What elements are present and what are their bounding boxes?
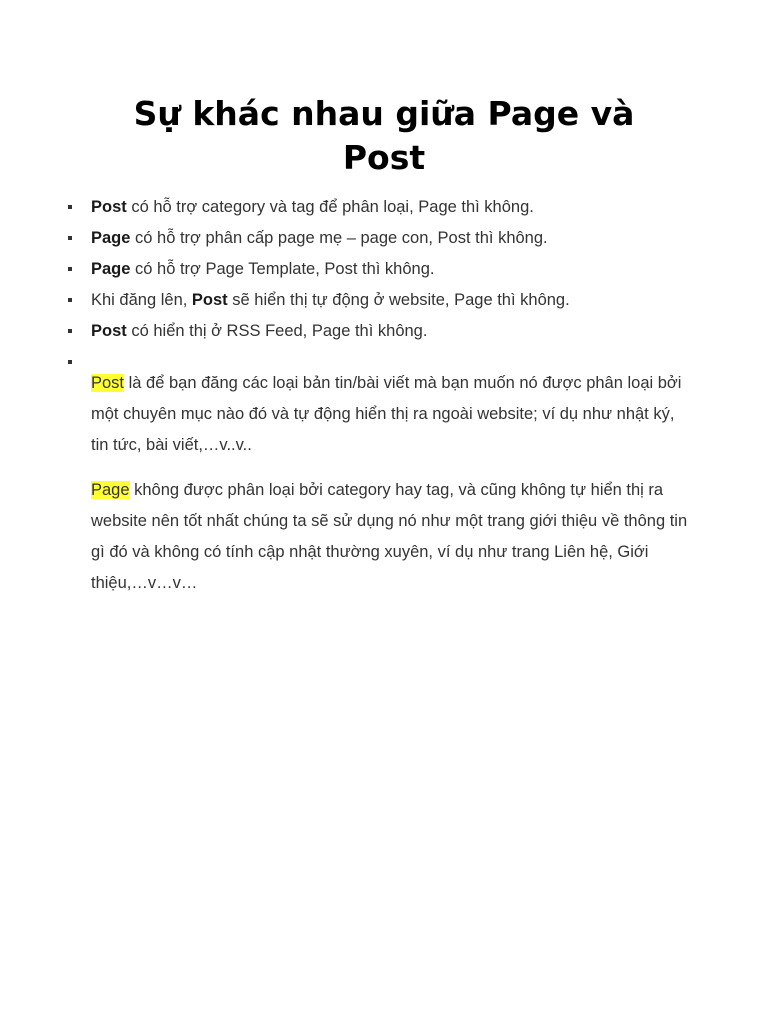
list-item-bold-term: Page: [91, 229, 131, 247]
list-item: [0, 192, 768, 223]
bullet-square-icon: [68, 267, 72, 271]
list-item: [0, 285, 768, 316]
list-item-rest: có hỗ trợ Page Template, Post thì không.: [130, 260, 435, 278]
list-item-bold-term: Post: [91, 322, 127, 340]
list-item-text: [91, 223, 548, 254]
list-item-bold-term: Post: [91, 198, 127, 216]
list-item-text: [91, 254, 434, 285]
list-item-bold-term: Page: [91, 260, 131, 278]
paragraph-text: không được phân loại bởi category hay tag, và cũng không tự hiển thị ra website nên tốt nhất chúng ta sẽ sử dụng nó như một trang giới thiệu về thông tin gì đó và không có tính cập nhật thường xuyên, ví dụ như trang Liên hệ, Giới thiệu,…v…v…: [91, 481, 688, 592]
highlighted-term: Page: [91, 481, 130, 499]
bullet-square-icon: [68, 329, 72, 333]
page-title: Sự khác nhau giữa Page và Post: [133, 94, 635, 177]
list-item-rest: có hỗ trợ category và tag để phân loại, Page thì không.: [126, 198, 534, 216]
list-item-text: [91, 192, 534, 223]
list-item-bold-term: Post: [191, 291, 228, 309]
list-item-text: [91, 316, 427, 347]
list-item-text: [91, 285, 570, 316]
list-item-rest: sẽ hiển thị tự động ở website, Page thì không.: [227, 291, 570, 309]
comparison-list: [0, 192, 768, 347]
list-item-rest: có hiển thị ở RSS Feed, Page thì không.: [126, 322, 428, 340]
bullet-square-icon: [68, 360, 72, 364]
bullet-square-icon: [68, 236, 72, 240]
list-item: [0, 254, 768, 285]
page-description-paragraph: [91, 475, 691, 599]
list-item: [0, 316, 768, 347]
bullet-square-icon: [68, 205, 72, 209]
list-item-lead: Khi đăng lên,: [91, 291, 192, 309]
list-item-rest: có hỗ trợ phân cấp page mẹ – page con, Post thì không.: [130, 229, 548, 247]
paragraph-text: là để bạn đăng các loại bản tin/bài viết mà bạn muốn nó được phân loại bởi một chuyên mục nào đó và tự động hiển thị ra ngoài website; ví dụ như nhật ký, tin tức, bài viết,…v..v..: [91, 374, 682, 454]
list-item: [0, 223, 768, 254]
post-description-paragraph: [91, 368, 691, 461]
highlighted-term: Post: [91, 374, 125, 392]
bullet-square-icon: [68, 298, 72, 302]
